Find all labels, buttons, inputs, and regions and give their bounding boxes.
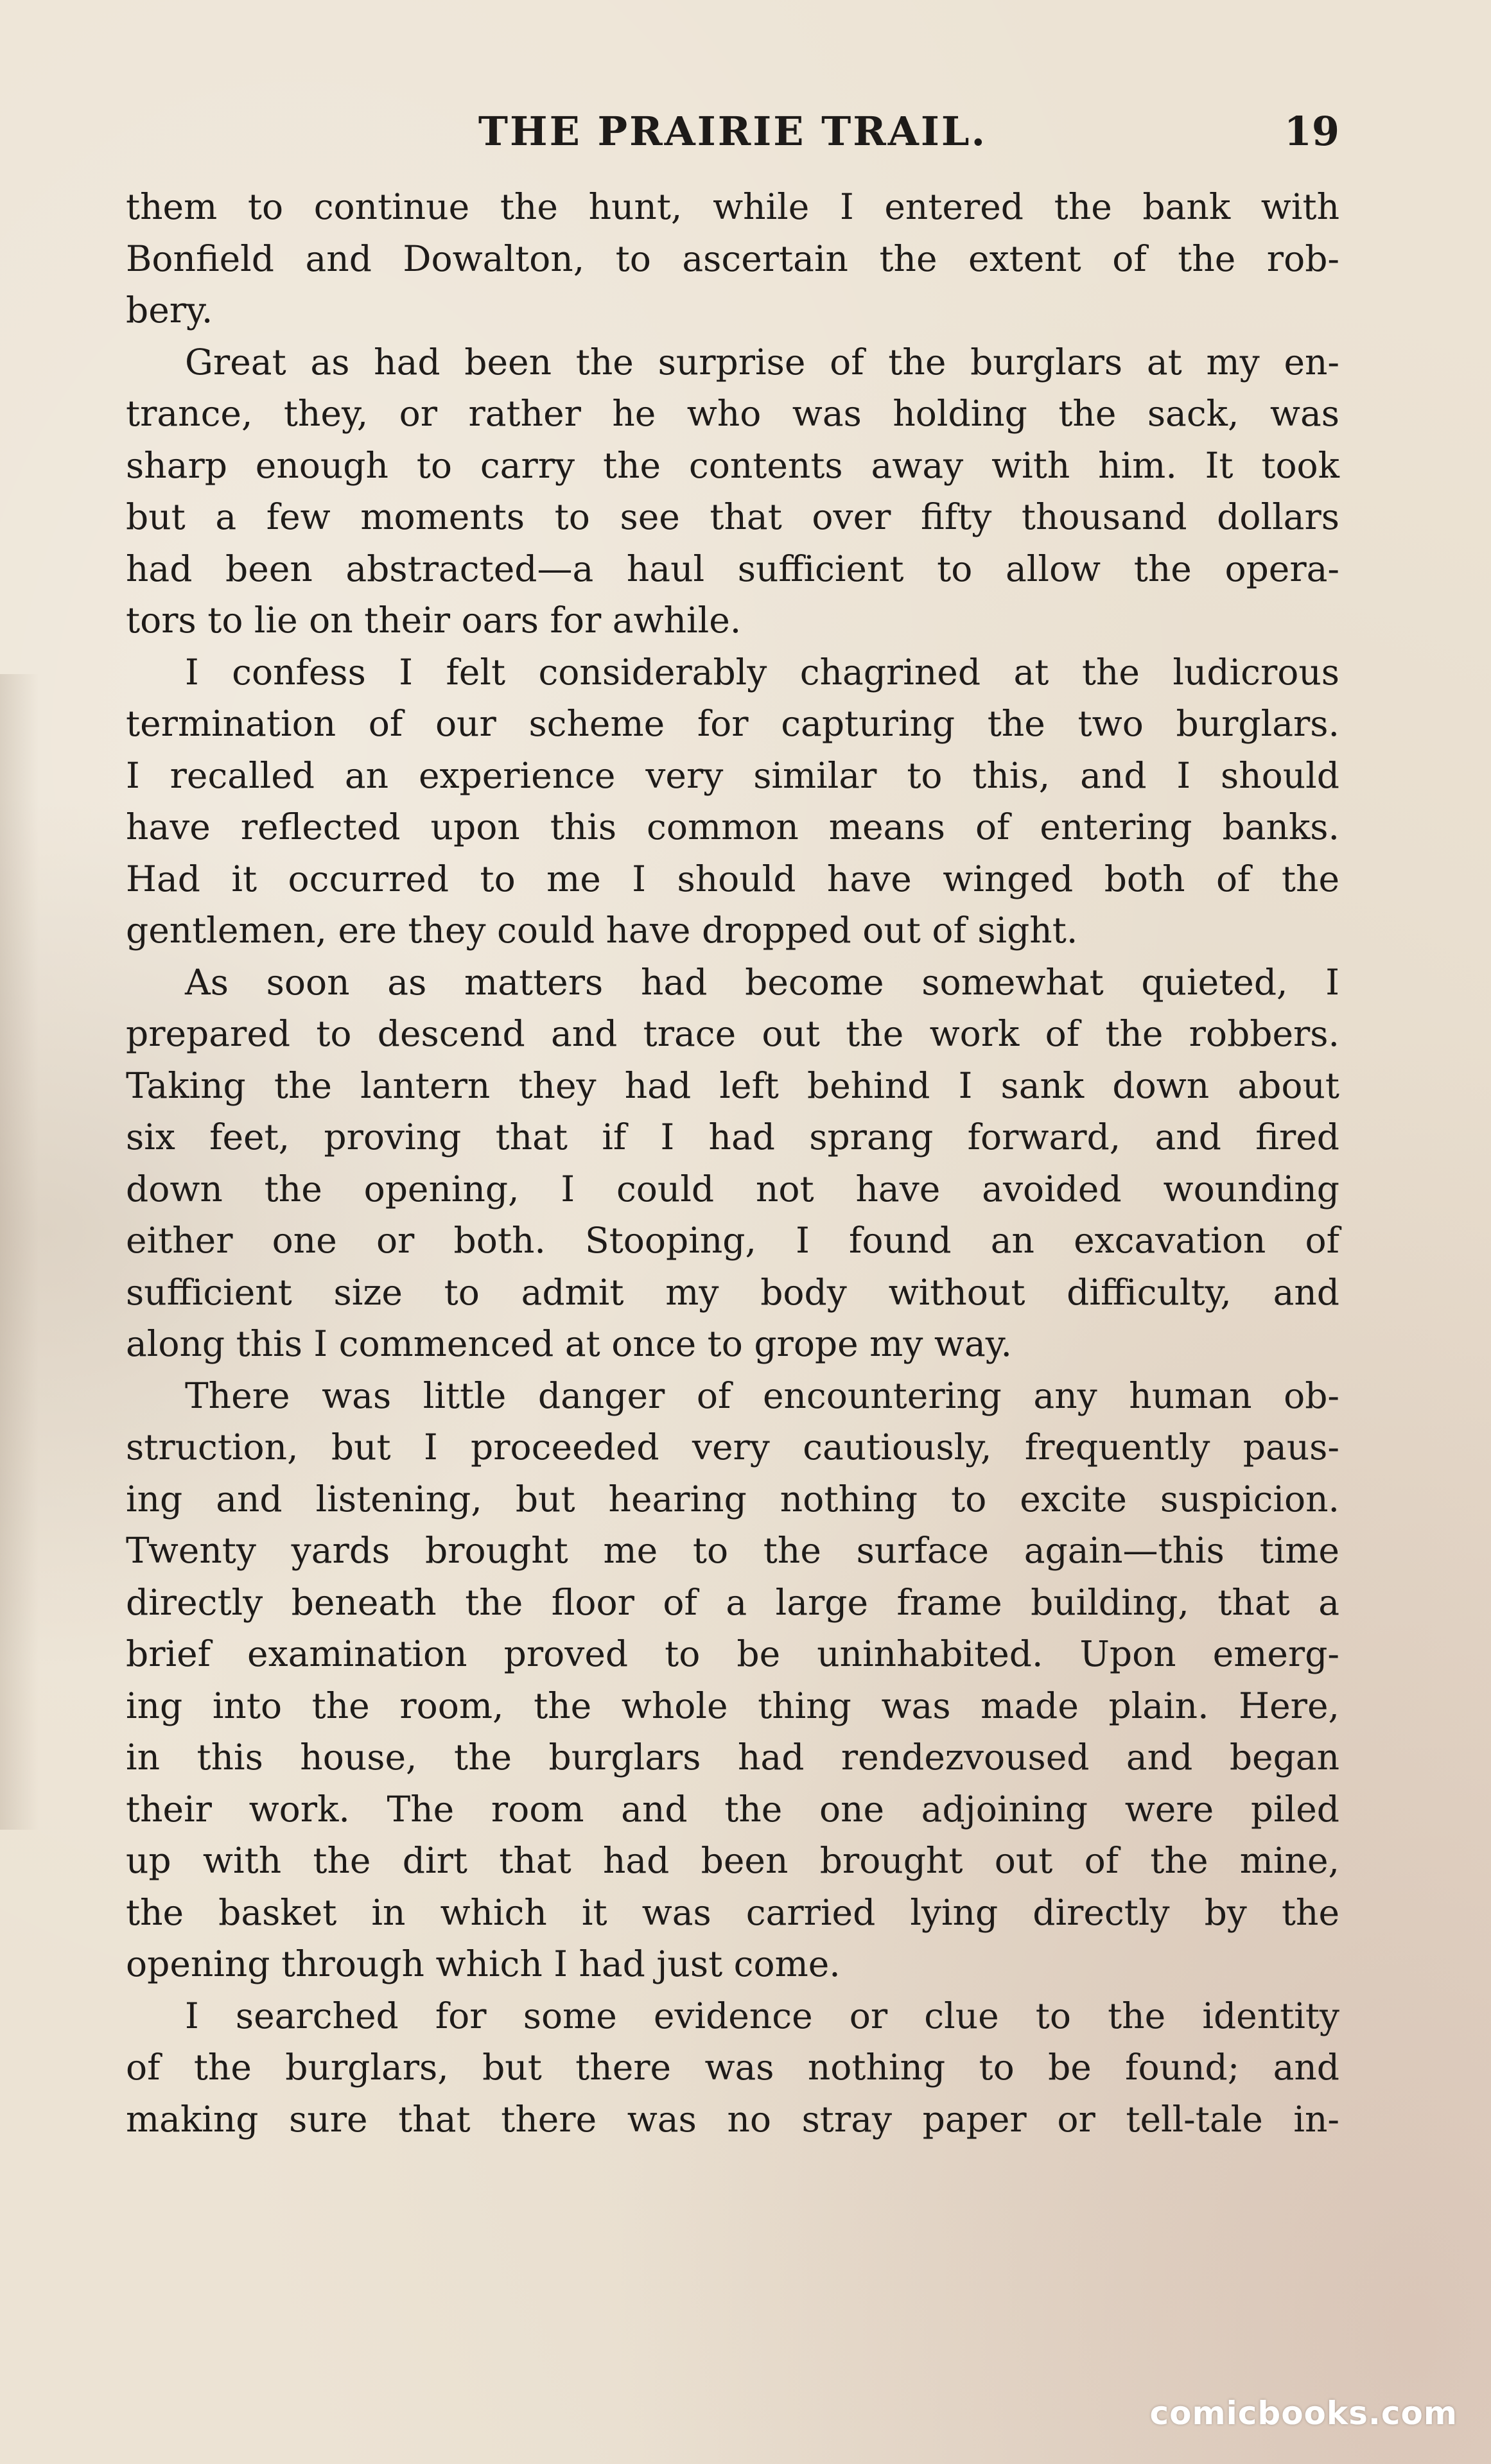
text-line: sufficient size to admit my body without difficulty, and bbox=[126, 1271, 1339, 1313]
page-header bbox=[126, 108, 1339, 166]
text-line: prepared to descend and trace out the work of the robbers. bbox=[126, 1013, 1339, 1054]
text-line: ing and listening, but hearing nothing to excite suspicion. bbox=[126, 1478, 1339, 1520]
site-watermark: comicbooks.com bbox=[1149, 2395, 1458, 2432]
text-line: ing into the room, the whole thing was made plain. Here, bbox=[126, 1685, 1339, 1726]
text-line: Taking the lantern they had left behind I sank down about bbox=[126, 1064, 1339, 1106]
text-line: directly beneath the floor of a large frame building, that a bbox=[126, 1581, 1339, 1623]
text-line: them to continue the hunt, while I entered the bank with bbox=[126, 186, 1339, 227]
text-line: their work. The room and the one adjoining were piled bbox=[126, 1788, 1339, 1830]
text-line: six feet, proving that if I had sprang forward, and fired bbox=[126, 1116, 1339, 1158]
text-line: had been abstracted—a haul sufficient to allow the opera- bbox=[126, 548, 1339, 589]
text-line: in this house, the burglars had rendezvoused and began bbox=[126, 1737, 1339, 1778]
text-line: trance, they, or rather he who was holding the sack, was bbox=[126, 393, 1339, 434]
text-line: brief examination proved to be uninhabited. Upon emerg- bbox=[126, 1633, 1339, 1674]
text-line: making sure that there was no stray paper or tell-tale in- bbox=[126, 2098, 1339, 2140]
text-line: up with the dirt that had been brought out of the mine, bbox=[126, 1840, 1339, 1881]
text-line: gentlemen, ere they could have dropped out of sight. bbox=[126, 910, 1078, 951]
text-line: There was little danger of encountering any human ob- bbox=[185, 1375, 1339, 1416]
text-line: I recalled an experience very similar to this, and I should bbox=[126, 754, 1339, 796]
text-line: I confess I felt considerably chagrined at the ludicrous bbox=[185, 651, 1339, 693]
text-line: but a few moments to see that over fifty thousand dollars bbox=[126, 496, 1339, 537]
text-line: of the burglars, but there was nothing to be found; and bbox=[126, 2047, 1339, 2088]
text-line: have reflected upon this common means of entering banks. bbox=[126, 806, 1339, 847]
text-line: sharp enough to carry the contents away with him. It took bbox=[126, 444, 1339, 486]
page-shadow bbox=[0, 674, 39, 1830]
running-title: THE PRAIRIE TRAIL. bbox=[478, 108, 988, 155]
text-line: either one or both. Stooping, I found an excavation of bbox=[126, 1220, 1339, 1261]
body-text bbox=[126, 181, 1339, 2145]
text-line: tors to lie on their oars for awhile. bbox=[126, 600, 742, 641]
text-line: down the opening, I could not have avoided wounding bbox=[126, 1168, 1339, 1210]
text-line: Twenty yards brought me to the surface again—this time bbox=[126, 1530, 1339, 1571]
text-line: As soon as matters had become somewhat quieted, I bbox=[185, 961, 1339, 1003]
text-line: termination of our scheme for capturing the two burglars. bbox=[126, 703, 1339, 744]
text-line: the basket in which it was carried lying directly by the bbox=[126, 1891, 1339, 1933]
text-line: Bonfield and Dowalton, to ascertain the extent of the rob- bbox=[126, 238, 1339, 279]
text-line: Had it occurred to me I should have winged both of the bbox=[126, 858, 1339, 899]
text-line: I searched for some evidence or clue to the identity bbox=[185, 1995, 1339, 2036]
text-line: bery. bbox=[126, 290, 213, 331]
text-line: Great as had been the surprise of the burglars at my en- bbox=[185, 341, 1339, 383]
text-line: struction, but I proceeded very cautiously, frequently paus- bbox=[126, 1427, 1339, 1468]
page-number: 19 bbox=[1284, 108, 1339, 155]
text-line: along this I commenced at once to grope my way. bbox=[126, 1323, 1012, 1364]
text-line: opening through which I had just come. bbox=[126, 1943, 841, 1984]
